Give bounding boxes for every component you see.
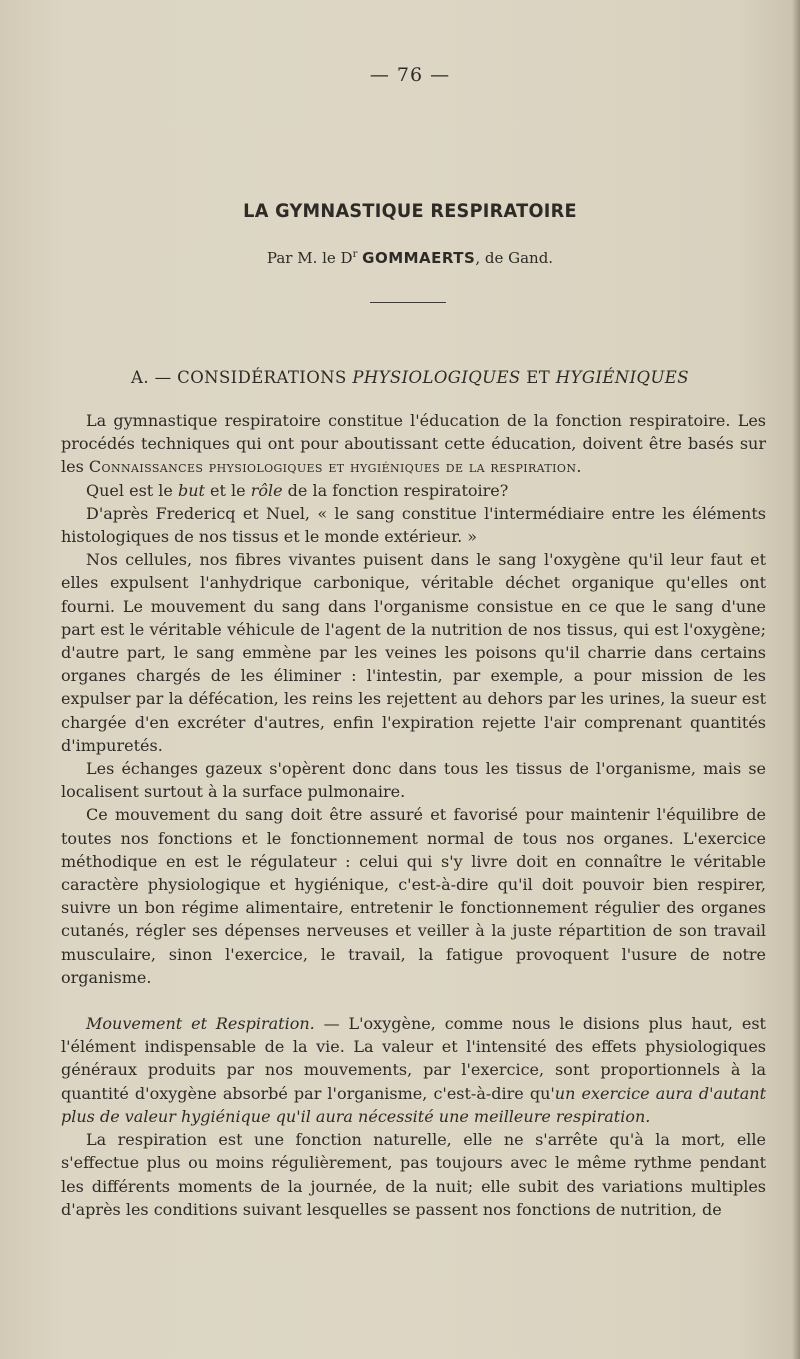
byline-prefix: Par M. le D (266, 249, 353, 267)
paragraph-6: Ce mouvement du sang doit être assuré et favorisé pour maintenir l'équilibre de toutes nos fonctions et le fonctionnement normal de tous nos organes. L'exercice méthodique en est le régulateur : celui qui s'y livre doit en connaître le véritable caractère physiologique et hygiénique, c'est-à-dire qu'il doit pouvoir bien respirer, suivre un bon régime alimentaire, entretenir le fonctionnement régulier des organes cutanés, régler ses dépenses nerveuses et veiller à la juste répartition de son travail musculaire, sinon l'exercice, le travail, la fatigue provoquent l'usure de notre organisme. (61, 805, 766, 987)
article-title: LA GYMNASTIQUE RESPIRATOIRE (243, 200, 577, 222)
paragraph-4: Nos cellules, nos fibres vivantes puisent dans le sang l'oxygène qu'il leur faut et elles expulsent l'anhydrique carbonique, véritable déchet organique qu'elles ont fourni. Le mouvement du sang dans l'organisme consistue en ce que le sang d'une part est le véritable véhicule de l'agent de la nutrition de nos tissus, qui est l'oxygène; d'autre part, le sang emmène par les veines les poisons qu'il charrie dans certains organes chargés de les éliminer : l'intestin, par exemple, a pour mission de les expulser par la défécation, les reins les rejettent au dehors par les urines, la sueur est chargée d'en excréter d'autres, enfin l'expiration rejette l'air comprenant quantités d'impuretés. (61, 550, 766, 755)
section-heading-middle: ET (520, 368, 556, 387)
section-heading-number: A. — CONSIDÉRATIONS (131, 368, 353, 387)
paragraph-1-small-caps: Connaissances physiologiques et hygiéniques de la respiration (88, 457, 577, 477)
byline-suffix: , de Gand. (475, 249, 554, 267)
paragraph-1-end: . (576, 457, 582, 477)
paragraph-2-b: et le (204, 480, 251, 500)
byline-sup: r (352, 249, 358, 260)
section-heading (0, 368, 800, 387)
paragraph-5: Les échanges gazeux s'opèrent donc dans tous les tissus de l'organisme, mais se localisent surtout à la surface pulmonaire. (61, 759, 766, 802)
section-heading-italic-2: HYGIÉNIQUES (555, 368, 689, 387)
page-edge-shadow (792, 0, 800, 1359)
byline (0, 249, 800, 267)
paragraph-2-c: de la fonction respiratoire? (282, 480, 509, 500)
paragraph-7-a: — L'oxygène, comme nous le disions plus haut, est l'élément indispensable de la vie. La valeur et l'intensité des effets physiologiques généraux produits par nos mouvements, par l'exercice, sont proportionnels à la quantité d'oxygène absorbé par l'organisme, c'est-à-dire qu' (61, 1014, 766, 1103)
author-name: GOMMAERTS (362, 249, 476, 267)
paragraph-2 (61, 479, 766, 502)
paragraph-7-heading: Mouvement et Respiration. (86, 1014, 315, 1034)
paragraph-2-role: rôle (250, 480, 283, 500)
paragraph-3: D'après Fredericq et Nuel, « le sang constitue l'intermédiaire entre les éléments histologiques de nos tissus et le monde extérieur. » (61, 503, 766, 547)
paragraph-8: La respiration est une fonction naturelle, elle ne s'arrête qu'à la mort, elle s'effectue plus ou moins régulièrement, pas toujours avec le même rythme pendant les différents moments de la journée, de la nuit; elle subit des variations multiples d'après les conditions suivant lesquelles se passent nos fonctions de nutrition, de (61, 1130, 766, 1219)
paragraph-2-a: Quel est le (86, 480, 178, 500)
paragraph-7-italic: un exercice aura d'autant plus de valeur hygiénique qu'il aura nécessité une meilleure respiration. (61, 1083, 767, 1126)
title-divider (370, 302, 446, 303)
section-heading-italic-1: PHYSIOLOGIQUES (352, 368, 521, 387)
page-number: — 76 — (369, 64, 451, 86)
paragraph-2-but: but (177, 480, 205, 500)
paragraph-1 (61, 409, 766, 479)
paragraph-1-text: La gymnastique respiratoire constitue l'éducation de la fonction respiratoire. Les procédés techniques qui ont pour aboutissant cette éducation, doivent être basés sur les (61, 411, 766, 477)
body-text (61, 409, 766, 1221)
paragraph-7 (61, 1012, 766, 1128)
